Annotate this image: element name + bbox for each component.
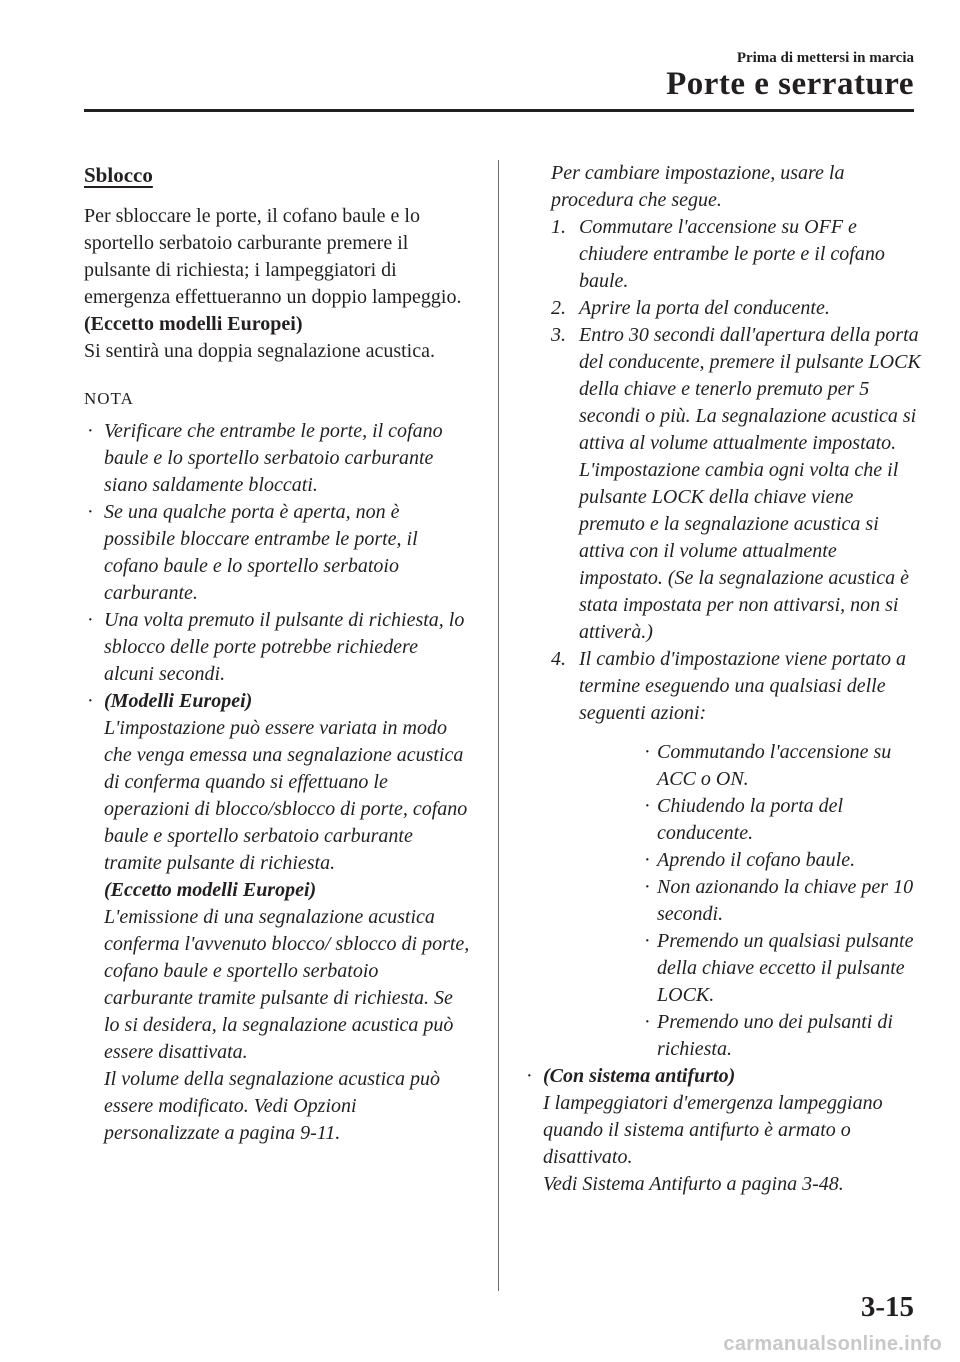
step-number: 3. [551, 324, 566, 346]
column-divider [498, 160, 499, 1291]
antitheft-text: I lampeggiatori d'emergenza lampeggiano quando il sistema antifurto è armato o disattivato. [543, 1092, 883, 1168]
procedure-step [523, 214, 923, 295]
note-item: · Verificare che entrambe le porte, il cofano baule e lo sportello serbatoio carburante siano saldamente bloccati. [84, 418, 470, 499]
header-rule [84, 109, 914, 112]
step-text: Commutare l'accensione su OFF e chiudere entrambe le porte e il cofano baule. [579, 216, 885, 292]
procedure-steps [523, 214, 923, 1063]
completion-action: · Aprendo il cofano baule. [579, 847, 923, 874]
completion-action: · Commutando l'accensione su ACC o ON. [579, 739, 923, 793]
except-models-note-text: L'emissione di una segnalazione acustica conferma l'avvenuto blocco/ sblocco di porte, cofano baule e sportello serbatoio carburante tramite pulsante di richiesta. Se lo si desidera, la segnalazione acustica può essere disattivata. [104, 906, 470, 1063]
procedure-step [523, 646, 923, 1063]
completion-action: · Premendo un qualsiasi pulsante della chiave eccetto il pulsante LOCK. [579, 928, 923, 1009]
except-models-subhead-note: (Eccetto modelli Europei) [104, 879, 317, 901]
completion-action: · Premendo uno dei pulsanti di richiesta. [579, 1009, 923, 1063]
antitheft-subhead: (Con sistema antifurto) [543, 1065, 736, 1087]
antitheft-reference: Vedi Sistema Antifurto a pagina 3-48. [543, 1173, 844, 1195]
unlock-paragraph: Per sbloccare le porte, il cofano baule e lo sportello serbatoio carburante premere il pulsante di richiesta; i lampeggiatori di emergenza effettueranno un doppio lampeggio. [84, 205, 462, 308]
step-text: Aprire la porta del conducente. [579, 297, 830, 319]
except-models-text: Si sentirà una doppia segnalazione acustica. [84, 340, 435, 362]
antitheft-item [523, 1063, 923, 1198]
completion-actions [579, 739, 923, 1063]
note-list [84, 418, 470, 1147]
procedure-intro: Per cambiare impostazione, usare la procedura che segue. [551, 162, 845, 211]
step-text: Il cambio d'impostazione viene portato a termine eseguendo una qualsiasi delle seguenti azioni: [579, 648, 907, 724]
procedure-step [523, 322, 923, 646]
step-number: 1. [551, 216, 566, 238]
note-item: · Se una qualche porta è aperta, non è possibile bloccare entrambe le porte, il cofano baule e lo sportello serbatoio carburante. [84, 499, 470, 607]
volume-note-text: Il volume della segnalazione acustica può essere modificato. Vedi Opzioni personalizzate a pagina 9-11. [104, 1068, 441, 1144]
completion-action: · Chiudendo la porta del conducente. [579, 793, 923, 847]
section-heading: Sblocco [84, 163, 153, 187]
antitheft-note [523, 1063, 923, 1198]
euro-models-subhead: (Modelli Europei) [104, 690, 253, 712]
page-title: Porte e serrature [666, 66, 914, 102]
completion-action: · Non azionando la chiave per 10 secondi. [579, 874, 923, 928]
step-text: Entro 30 secondi dall'apertura della porta del conducente, premere il pulsante LOCK della chiave e tenerlo premuto per 5 secondi o più. La segnalazione acustica si attiva al volume attualmente impostato. L'impostazione cambia ogni volta che il pulsante LOCK della chiave viene premuto e la segnalazione acustica si attiva con il volume attualmente impostato. (Se la segnalazione acustica è stata impostata per non attivarsi, non si attiverà.) [579, 324, 921, 643]
except-models-subhead: (Eccetto modelli Europei) [84, 313, 303, 335]
header-section-title: Prima di mettersi in marcia [736, 50, 914, 66]
step-number: 4. [551, 648, 566, 670]
left-column [84, 160, 470, 1147]
note-item-euro [84, 688, 470, 1147]
step-number: 2. [551, 297, 566, 319]
procedure-step [523, 295, 923, 322]
site-watermark: carmanualsonline.info [723, 1333, 942, 1355]
page-number: 3-15 [860, 1291, 914, 1323]
right-column [523, 160, 923, 1198]
note-label: NOTA [84, 389, 134, 408]
note-item: · Una volta premuto il pulsante di richiesta, lo sblocco delle porte potrebbe richiedere alcuni secondi. [84, 607, 470, 688]
euro-models-text: L'impostazione può essere variata in modo che venga emessa una segnalazione acustica di conferma quando si effettuano le operazioni di blocco/sblocco di porte, cofano baule e sportello serbatoio carburante tramite pulsante di richiesta. [104, 717, 468, 874]
